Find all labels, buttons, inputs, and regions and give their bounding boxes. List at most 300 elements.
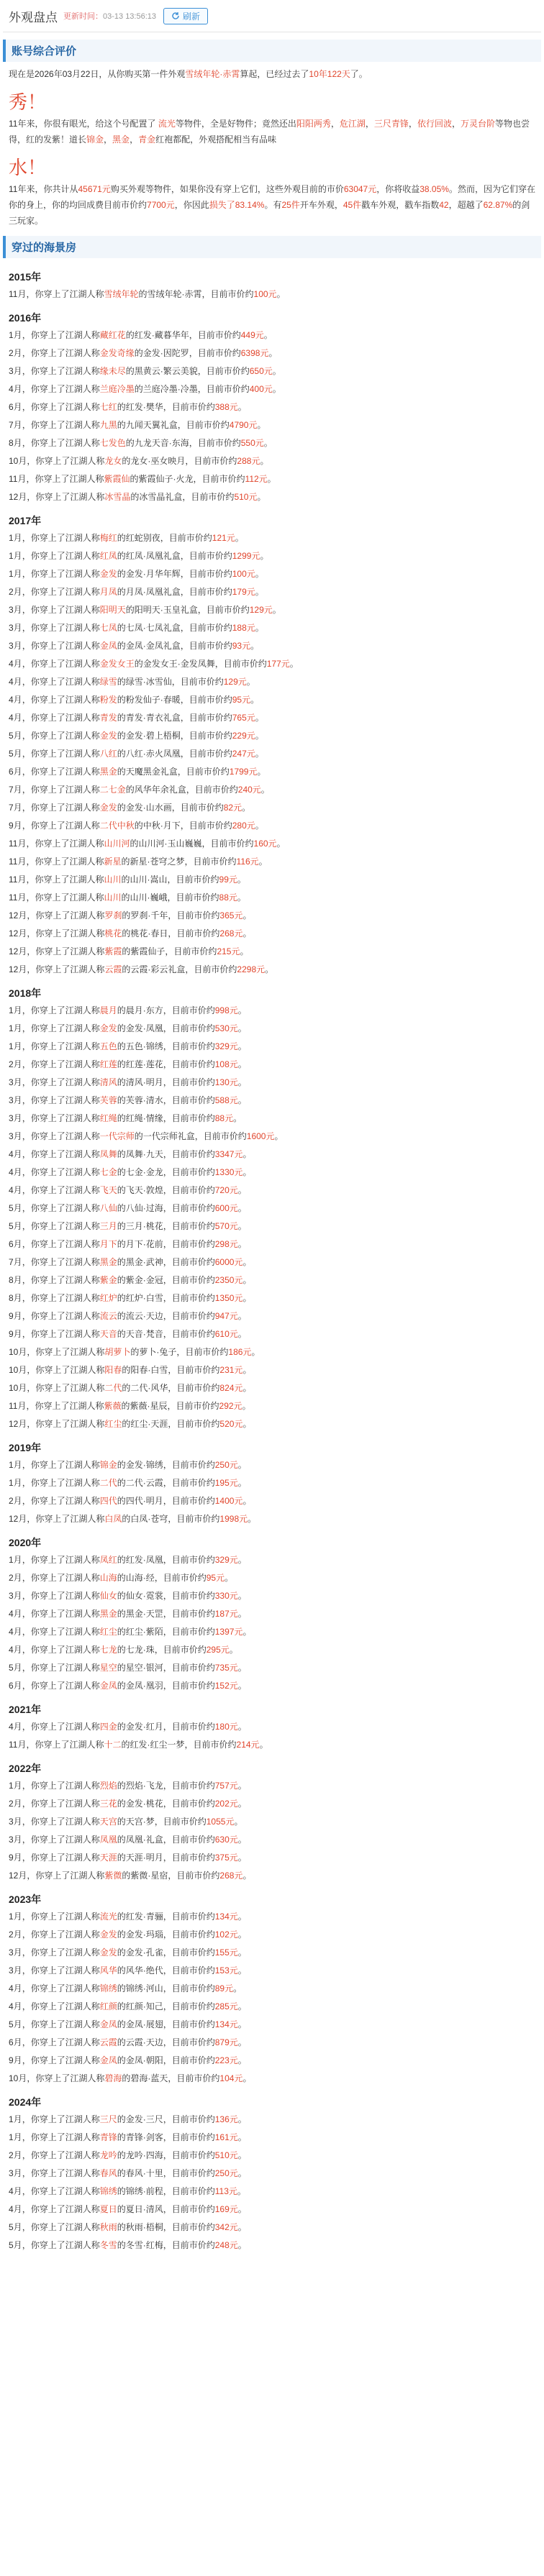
end: 。 xyxy=(276,289,286,299)
end: 。 xyxy=(237,1221,247,1231)
nickname: 紫霞仙 xyxy=(104,474,130,484)
nickname: 绿雪 xyxy=(99,677,117,687)
end: 。 xyxy=(242,2073,252,2083)
price-label: ，目前市价约 xyxy=(163,1627,215,1637)
end: 。 xyxy=(268,348,278,358)
prefix: 你穿上了江湖人称 xyxy=(30,366,100,376)
price: 720元 xyxy=(214,1185,238,1195)
sep: ， xyxy=(22,1555,31,1565)
month: 2月 xyxy=(9,1929,22,1940)
price-label: ，目前市价约 xyxy=(163,2001,215,2011)
sep: ， xyxy=(26,289,35,299)
nickname: 二七金 xyxy=(99,785,126,795)
sep: ， xyxy=(22,1853,31,1863)
current-value: 7700元 xyxy=(147,200,175,210)
list-item xyxy=(3,2052,541,2070)
price-label: ，目前市价约 xyxy=(163,1799,215,1809)
highlight-item: 锦金 xyxy=(86,134,104,145)
prefix: 你穿上了江湖人称 xyxy=(30,1023,100,1033)
price-label: ，目前市价约 xyxy=(193,474,245,484)
price: 88元 xyxy=(219,892,237,903)
nickname: 金凤 xyxy=(99,641,117,651)
month: 7月 xyxy=(9,803,22,813)
month: 2月 xyxy=(9,348,22,358)
price-label: ，目前市价约 xyxy=(163,1023,215,1033)
price: 136元 xyxy=(214,2114,238,2124)
nickname: 八仙 xyxy=(99,1203,117,1213)
price-label: ，目前市价约 xyxy=(163,2186,215,2196)
list-item xyxy=(3,565,541,583)
prefix: 你穿上了江湖人称 xyxy=(30,803,100,813)
list-item xyxy=(3,1551,541,1569)
highlight-item: 三尺青锋 xyxy=(373,119,409,129)
price-label: ，目前市价约 xyxy=(163,1293,215,1303)
price: 1397元 xyxy=(214,1627,243,1637)
end: 。 xyxy=(237,1041,247,1051)
price-label: ，目前市价约 xyxy=(163,1041,215,1051)
list-item xyxy=(3,2111,541,2129)
nickname: 七金 xyxy=(99,1167,117,1177)
list-item xyxy=(3,1307,541,1325)
xiu-text: ， xyxy=(451,119,461,129)
nickname: 云霞 xyxy=(104,964,122,974)
prefix: 你穿上了江湖人称 xyxy=(35,1740,104,1750)
item-name: 的青发·青衣礼盒 xyxy=(117,713,181,723)
sep: ， xyxy=(22,2186,31,2196)
month: 4月 xyxy=(9,659,22,669)
list-item xyxy=(3,1164,541,1182)
prefix: 你穿上了江湖人称 xyxy=(30,1912,100,1922)
price: 400元 xyxy=(249,384,273,394)
month: 10月 xyxy=(9,2073,27,2083)
month: 5月 xyxy=(9,1221,22,1231)
nickname: 红绳 xyxy=(99,1113,117,1123)
price: 121元 xyxy=(212,533,235,543)
list-item xyxy=(3,2147,541,2165)
price-label: ，目前市价约 xyxy=(184,1740,237,1750)
month: 6月 xyxy=(9,1681,22,1691)
year-heading: 2024年 xyxy=(9,2096,42,2108)
end: 。 xyxy=(250,695,260,705)
month: 11月 xyxy=(9,892,27,903)
month: 4月 xyxy=(9,1983,22,1993)
prefix: 你穿上了江湖人称 xyxy=(30,1965,100,1976)
list-item xyxy=(3,781,541,799)
end: 。 xyxy=(242,1293,252,1303)
sep: ， xyxy=(22,767,31,777)
price-label: ，目前市价约 xyxy=(180,641,232,651)
sep: ， xyxy=(26,892,35,903)
sep: ， xyxy=(27,1365,36,1375)
sep: ， xyxy=(27,910,36,921)
end: 。 xyxy=(248,1514,257,1524)
end: 。 xyxy=(237,1835,247,1845)
price-label: ，目前市价约 xyxy=(163,1059,215,1069)
item-name: 的九龙天音·东海 xyxy=(125,438,189,448)
nickname: 流云 xyxy=(99,1311,117,1321)
end: 。 xyxy=(237,2222,247,2232)
price-label: ，目前市价约 xyxy=(163,2222,215,2232)
nickname: 金凤 xyxy=(99,2019,117,2029)
item-name: 的紫薇·星辰 xyxy=(121,1401,168,1411)
nickname: 紫微 xyxy=(104,1871,122,1881)
summary-text: 现在是2026年03月22日，从你购买第一件外观 xyxy=(9,69,186,79)
prefix: 你穿上了江湖人称 xyxy=(35,946,105,956)
end: 。 xyxy=(259,1740,268,1750)
nickname: 一代宗师 xyxy=(99,1131,135,1141)
gain-percent: 38.05% xyxy=(420,184,449,194)
nickname: 仙女 xyxy=(99,1591,117,1601)
month: 2月 xyxy=(9,1799,22,1809)
prefix: 你穿上了江湖人称 xyxy=(30,1275,100,1285)
item-name: 的紫微·星宿 xyxy=(122,1871,168,1881)
item-name: 的青锋·剑客 xyxy=(117,2132,163,2142)
prefix: 你穿上了江湖人称 xyxy=(30,551,100,561)
nickname: 风华 xyxy=(99,1965,117,1976)
prefix: 你穿上了江湖人称 xyxy=(30,2168,100,2178)
month: 3月 xyxy=(9,2168,22,2178)
sep: ， xyxy=(22,348,31,358)
price-label: ，目前市价约 xyxy=(167,1401,219,1411)
nickname: 天音 xyxy=(99,1329,117,1339)
end: 。 xyxy=(237,892,246,903)
month: 6月 xyxy=(9,767,22,777)
end: 。 xyxy=(237,1023,247,1033)
list-item xyxy=(3,2165,541,2183)
list-item xyxy=(3,1182,541,1200)
price-label: ，目前市价约 xyxy=(189,330,241,340)
list-item xyxy=(3,1736,541,1754)
highlight-item: 依行回波 xyxy=(417,119,452,129)
price-label: ，目前市价约 xyxy=(163,1983,215,1993)
nickname: 四金 xyxy=(99,1722,117,1732)
prefix: 你穿上了江湖人称 xyxy=(35,892,104,903)
sep: ， xyxy=(22,569,31,579)
item-name: 的星空·银河 xyxy=(117,1663,163,1673)
item-name: 的金凤·朝阳 xyxy=(117,2055,163,2065)
highlight-item: 流光 xyxy=(158,119,176,129)
nickname: 晨月 xyxy=(99,1005,117,1015)
nickname: 阳春 xyxy=(104,1365,122,1375)
list-item xyxy=(3,1849,541,1867)
month: 5月 xyxy=(9,2019,22,2029)
price-label: ，目前市价约 xyxy=(168,928,220,938)
price: 82元 xyxy=(223,803,242,813)
price: 735元 xyxy=(214,1663,238,1673)
end: 。 xyxy=(237,1663,247,1673)
price: 112元 xyxy=(245,474,268,484)
nickname: 山川 xyxy=(104,874,122,885)
sep: ， xyxy=(22,1203,31,1213)
price: 113元 xyxy=(214,2186,237,2196)
sep: ， xyxy=(22,2204,31,2214)
sep: ， xyxy=(22,1591,31,1601)
item-name: 的七龙·珠 xyxy=(117,1645,155,1655)
price: 365元 xyxy=(219,910,243,921)
prefix: 你穿上了江湖人称 xyxy=(30,1185,100,1195)
sep: ， xyxy=(27,928,36,938)
list-item xyxy=(3,398,541,416)
prefix: 你穿上了江湖人称 xyxy=(35,839,104,849)
item-name: 的山川·嵩山 xyxy=(121,874,168,885)
list-item xyxy=(3,1795,541,1813)
month: 4月 xyxy=(9,384,22,394)
item-name: 的金发·月华年辉 xyxy=(117,569,181,579)
price-label: ，目前市价约 xyxy=(154,1573,207,1583)
price-label: ，目前市价约 xyxy=(214,659,267,669)
price: 95元 xyxy=(232,695,251,705)
price-label: ，目前市价约 xyxy=(168,1514,220,1524)
end: 。 xyxy=(237,1912,247,1922)
list-item xyxy=(3,1867,541,1885)
prefix: 你穿上了江湖人称 xyxy=(30,1799,100,1809)
price: 161元 xyxy=(214,2132,238,2142)
price: 102元 xyxy=(214,1929,238,1940)
list-item xyxy=(3,907,541,925)
item-name: 的天音·梵音 xyxy=(117,1329,163,1339)
list-item xyxy=(3,1474,541,1492)
xiu-text: 等物件，全是好物件；竟然还出 xyxy=(175,119,296,129)
price-label: ，目前市价约 xyxy=(163,1257,215,1267)
price: 153元 xyxy=(214,1965,238,1976)
list-item xyxy=(3,1128,541,1146)
month: 2月 xyxy=(9,587,22,597)
highlight-item: 黑金 xyxy=(112,134,130,145)
sep: ， xyxy=(26,1401,35,1411)
item-name: 的金凤·金凤礼盒 xyxy=(117,641,181,651)
price-label: ，目前市价约 xyxy=(163,1460,215,1470)
end: 。 xyxy=(263,438,273,448)
xiu-text: 等物也尝得，红的发紫！道长 xyxy=(9,119,530,145)
item-name: 的云霞·彩云礼盒 xyxy=(122,964,186,974)
price: 130元 xyxy=(214,1077,238,1087)
index-value: 42 xyxy=(439,200,449,210)
sep: ， xyxy=(22,1167,31,1177)
sep: ， xyxy=(22,2019,31,2029)
price-label: ，目前市价约 xyxy=(163,1853,215,1863)
sep: ， xyxy=(22,1113,31,1123)
list-item xyxy=(3,2201,541,2219)
month: 4月 xyxy=(9,1722,22,1732)
month: 12月 xyxy=(9,964,27,974)
price: 1998元 xyxy=(219,1514,248,1524)
end: 。 xyxy=(237,402,247,412)
prefix: 你穿上了江湖人称 xyxy=(30,1496,100,1506)
prefix: 你穿上了江湖人称 xyxy=(30,1983,100,1993)
month: 5月 xyxy=(9,2222,22,2232)
month: 5月 xyxy=(9,749,22,759)
prefix: 你穿上了江湖人称 xyxy=(30,1113,100,1123)
month: 4月 xyxy=(9,2001,22,2011)
end: 。 xyxy=(242,910,252,921)
year-heading: 2021年 xyxy=(9,1704,42,1715)
price-label: ，目前市价约 xyxy=(163,1965,215,1976)
nickname: 凤红 xyxy=(99,1555,117,1565)
prefix: 你穿上了江湖人称 xyxy=(35,456,105,466)
price-label: ，目前市价约 xyxy=(197,384,250,394)
list-item xyxy=(3,1569,541,1587)
month: 3月 xyxy=(9,605,22,615)
nickname: 二代中秋 xyxy=(99,821,135,831)
price-label: ，目前市价约 xyxy=(168,2073,220,2083)
list-item xyxy=(3,619,541,637)
price-label: ，目前市价约 xyxy=(163,1329,215,1339)
end: 。 xyxy=(237,1077,247,1087)
nickname: 十二 xyxy=(104,1740,122,1750)
end: 。 xyxy=(237,1203,247,1213)
prefix: 你穿上了江湖人称 xyxy=(30,1835,100,1845)
month: 10月 xyxy=(9,456,27,466)
month: 9月 xyxy=(9,821,22,831)
sep: ， xyxy=(22,677,31,687)
sep: ， xyxy=(22,2240,31,2250)
prefix: 你穿上了江湖人称 xyxy=(30,731,100,741)
count-a: 25件 xyxy=(281,200,300,210)
page-header xyxy=(3,0,541,32)
end: 。 xyxy=(237,1965,247,1976)
month: 11月 xyxy=(9,289,27,299)
month: 5月 xyxy=(9,731,22,741)
prefix: 你穿上了江湖人称 xyxy=(35,1401,104,1411)
prefix: 你穿上了江湖人称 xyxy=(30,1645,100,1655)
sep: ， xyxy=(26,474,35,484)
month: 4月 xyxy=(9,1627,22,1637)
sep: ， xyxy=(27,1514,36,1524)
list-item xyxy=(3,691,541,709)
item-name: 的飞天·敦煌 xyxy=(117,1185,163,1195)
list-item xyxy=(3,1813,541,1831)
month: 4月 xyxy=(9,695,22,705)
price-label: ，目前市价约 xyxy=(197,366,250,376)
item-name: 的月下·花前 xyxy=(117,1239,163,1249)
month: 1月 xyxy=(9,330,22,340)
nickname: 山川 xyxy=(104,892,122,903)
item-name: 的风华·绝代 xyxy=(117,1965,163,1976)
month: 12月 xyxy=(9,928,27,938)
price: 600元 xyxy=(214,1203,238,1213)
summary-section-title: 账号综合评价 xyxy=(3,40,541,62)
loss-percent: 损失了83.14% xyxy=(209,200,265,210)
item-name: 的八红·赤火凤凰 xyxy=(117,749,181,759)
item-name: 的清风·明月 xyxy=(117,1077,163,1087)
nickname: 八红 xyxy=(99,749,117,759)
end: 。 xyxy=(255,713,264,723)
end: 。 xyxy=(255,569,264,579)
sep: ， xyxy=(22,1645,31,1655)
nickname: 七龙 xyxy=(99,1645,117,1655)
nickname: 锦金 xyxy=(99,1460,117,1470)
price: 202元 xyxy=(214,1799,238,1809)
sep: ， xyxy=(27,1419,36,1429)
price-label: ，目前市价约 xyxy=(168,1419,220,1429)
sep: ， xyxy=(22,1221,31,1231)
end: 。 xyxy=(246,677,255,687)
price: 223元 xyxy=(214,2055,238,2065)
price: 160元 xyxy=(253,839,277,849)
price-label: ，目前市价约 xyxy=(154,1817,207,1827)
item-name: 的七金·金龙 xyxy=(117,1167,163,1177)
sep: ， xyxy=(22,1929,31,1940)
item-name: 的风华年余礼盒 xyxy=(125,785,186,795)
nickname: 藏红花 xyxy=(99,330,126,340)
nickname: 夏日 xyxy=(99,2204,117,2214)
month: 5月 xyxy=(9,1203,22,1213)
prefix: 你穿上了江湖人称 xyxy=(30,1591,100,1601)
item-name: 的龙吟·四海 xyxy=(117,2150,163,2160)
list-item xyxy=(3,1002,541,1020)
price: 449元 xyxy=(240,330,264,340)
list-item xyxy=(3,1379,541,1397)
list-item xyxy=(3,835,541,853)
item-name: 的金发·碧上梧桐 xyxy=(117,731,181,741)
nickname: 金发奇缘 xyxy=(99,348,135,358)
shui-text: 11年来，你共计从 xyxy=(9,184,78,194)
prefix: 你穿上了江湖人称 xyxy=(35,1383,105,1393)
month: 6月 xyxy=(9,402,22,412)
month: 3月 xyxy=(9,1591,22,1601)
item-name: 的红发·樊华 xyxy=(117,402,163,412)
price-label: ，目前市价约 xyxy=(168,1365,220,1375)
price: 288元 xyxy=(237,456,260,466)
prefix: 你穿上了江湖人称 xyxy=(30,2186,100,2196)
price-label: ，目前市价约 xyxy=(177,420,230,430)
sep: ， xyxy=(22,2055,31,2065)
price-label: ，目前市价约 xyxy=(168,1383,220,1393)
price: 177元 xyxy=(266,659,290,669)
prefix: 你穿上了江湖人称 xyxy=(35,928,105,938)
prefix: 你穿上了江湖人称 xyxy=(30,1722,100,1732)
list-item xyxy=(3,1325,541,1343)
nickname: 罗刹 xyxy=(104,910,122,921)
list-item xyxy=(3,925,541,943)
prefix: 你穿上了江湖人称 xyxy=(30,1329,100,1339)
sep: ， xyxy=(22,1799,31,1809)
list-item xyxy=(3,2237,541,2255)
end: 。 xyxy=(233,1983,242,1993)
month: 1月 xyxy=(9,2132,22,2142)
summary-text: 了。 xyxy=(350,69,368,79)
nickname: 山川河 xyxy=(104,839,130,849)
list-item xyxy=(3,673,541,691)
item-name: 的山川河·玉山巍巍 xyxy=(130,839,202,849)
item-name: 的一代宗师礼盒 xyxy=(134,1131,195,1141)
price-label: ，目前市价约 xyxy=(163,2168,215,2178)
prefix: 你穿上了江湖人称 xyxy=(35,910,105,921)
end: 。 xyxy=(260,456,269,466)
wardrobe-section-title: 穿过的海景房 xyxy=(3,236,541,258)
price: 268元 xyxy=(219,1871,243,1881)
price: 765元 xyxy=(232,713,255,723)
shui-text: ，你将收益 xyxy=(376,184,420,194)
price: 4790元 xyxy=(229,420,258,430)
list-item xyxy=(3,637,541,655)
price: 134元 xyxy=(214,1912,238,1922)
price: 89元 xyxy=(214,1983,234,1993)
item-name: 的金凤·展翅 xyxy=(117,2019,163,2029)
end: 。 xyxy=(237,1005,247,1015)
price: 229元 xyxy=(232,731,255,741)
list-item xyxy=(3,2034,541,2052)
price-label: ，目前市价约 xyxy=(154,1645,207,1655)
sep: ， xyxy=(22,731,31,741)
month: 7月 xyxy=(9,1257,22,1267)
end: 。 xyxy=(242,1496,252,1506)
price-label: ，目前市价约 xyxy=(180,695,232,705)
prefix: 你穿上了江湖人称 xyxy=(30,1257,100,1267)
refresh-button[interactable] xyxy=(163,8,208,24)
month: 8月 xyxy=(9,1275,22,1285)
price: 6398元 xyxy=(240,348,269,358)
